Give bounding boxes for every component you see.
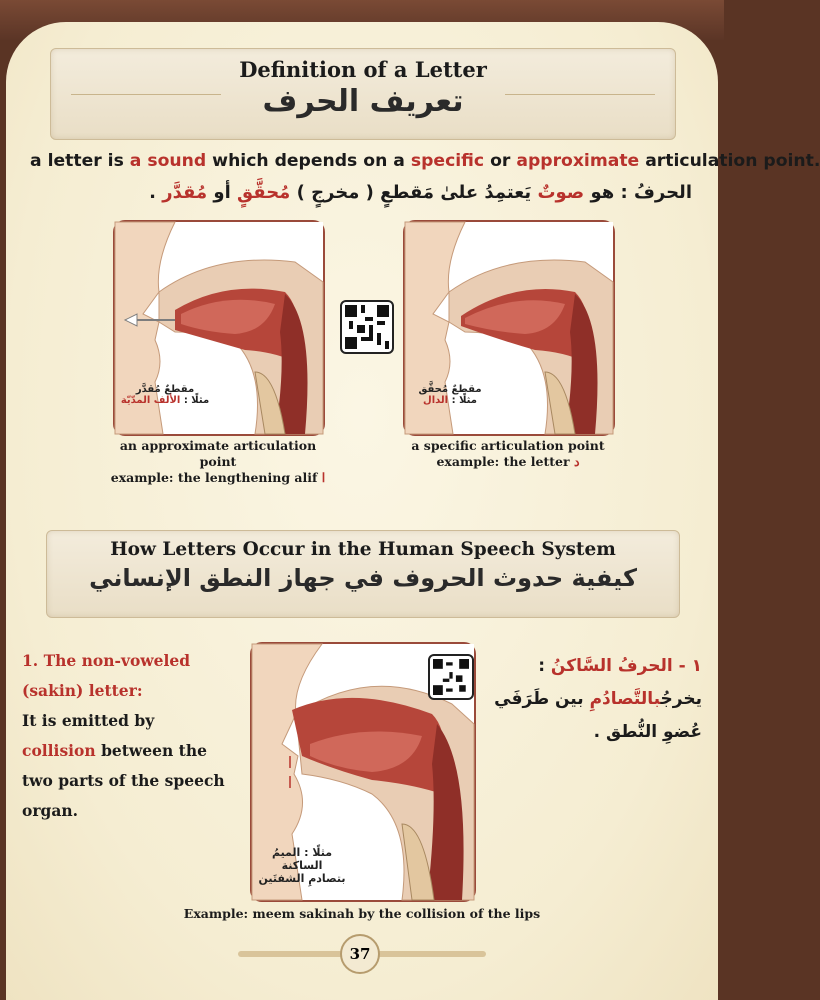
left-label-prefix: مثلًا :	[180, 395, 210, 406]
right-caption-letter: د	[573, 454, 580, 469]
left-caption-letter: ا	[321, 470, 326, 485]
def-en-approximate: approximate	[516, 151, 640, 171]
def-en-part: or	[484, 151, 517, 171]
left-diagram-caption	[100, 438, 336, 486]
def-en-part: articulation point.	[639, 151, 820, 171]
sakin-ar-body: : يخرجُ	[538, 656, 702, 709]
left-caption-line2: example: the lengthening alif	[110, 470, 318, 485]
sakin-ar-number: ١ -	[672, 656, 702, 676]
right-caption-line2: example: the letter	[436, 454, 570, 469]
section1-banner	[50, 48, 676, 140]
def-en-part: which depends on a	[206, 151, 411, 171]
def-ar-specific: مُحقَّقٍ	[237, 182, 291, 203]
meem-label-line1: مثلًا : الميمُ الساكنة	[271, 846, 333, 872]
right-diagram-label	[405, 384, 495, 406]
right-caption-line1: a specific articulation point	[411, 438, 605, 453]
qr-pattern	[433, 659, 469, 695]
right-label-example: الدال	[423, 395, 449, 406]
meem-label-line2: بتصادمِ الشفتَين	[258, 872, 346, 885]
approximate-articulation-diagram	[113, 220, 325, 436]
sakin-letter-en	[22, 646, 232, 826]
def-ar-part: يَعتمِدُ علىٰ مَقطعٍ ( مخرجٍ )	[290, 182, 538, 203]
specific-articulation-diagram	[403, 220, 615, 436]
qr-code[interactable]	[340, 300, 394, 354]
sakin-body: It is emitted by	[22, 711, 155, 730]
def-en-part: a letter is	[30, 151, 130, 171]
definition-ar	[32, 182, 692, 203]
meem-caption-text: Example: meem sakinah by the collision of the lips	[183, 906, 541, 921]
section2-title-ar: كيفية حدوث الحروف في جهاز النطق الإنساني	[89, 564, 637, 592]
sakin-collision: collision	[22, 741, 96, 760]
def-ar-approximate: مُقدَّر	[162, 182, 208, 203]
sakin-ar-term: الحرفُ السَّاكنُ	[550, 656, 673, 676]
sakin-letter-ar	[492, 650, 702, 749]
meem-sakinah-diagram	[250, 642, 476, 902]
section1-title-ar: تعريف الحرف	[262, 84, 464, 119]
right-diagram-caption	[400, 438, 616, 470]
meem-caption	[150, 906, 574, 922]
meem-diagram-label	[252, 846, 352, 885]
definition-en	[30, 151, 820, 171]
left-caption-line1: an approximate articulation point	[119, 438, 317, 469]
right-label-line1: مقطعٌ مُحقَّق	[418, 384, 482, 395]
def-ar-part: .	[149, 182, 163, 203]
sakin-body: between the two parts of the speech organ.	[22, 741, 225, 820]
qr-pattern	[345, 305, 389, 349]
def-en-specific: specific	[410, 151, 485, 171]
def-ar-sound: صوتٌ	[537, 182, 585, 203]
section1-title-en: Definition of a Letter	[239, 57, 487, 82]
left-label-line1: مقطعٌ مُقدَّر	[135, 384, 195, 395]
def-en-sound: a sound	[129, 151, 207, 171]
left-diagram-label	[117, 384, 213, 406]
qr-code[interactable]	[428, 654, 474, 700]
right-label-prefix: مثلًا :	[448, 395, 477, 406]
sakin-ar-body: بين طَرَفَي عُضوِ النُّطق .	[494, 689, 702, 742]
page-number: 37	[340, 934, 380, 974]
left-label-example: الألف المدّيّة	[120, 395, 181, 406]
section2-banner	[46, 530, 680, 618]
sakin-heading: 1. The non-voweled (sakin) letter:	[22, 651, 191, 700]
def-ar-part: الحرفُ : هو	[584, 182, 692, 203]
sakin-ar-collision: بالتَّصادُمِ	[589, 689, 661, 709]
def-ar-part: أو	[207, 182, 238, 203]
section2-title-en: How Letters Occur in the Human Speech System	[110, 539, 616, 560]
